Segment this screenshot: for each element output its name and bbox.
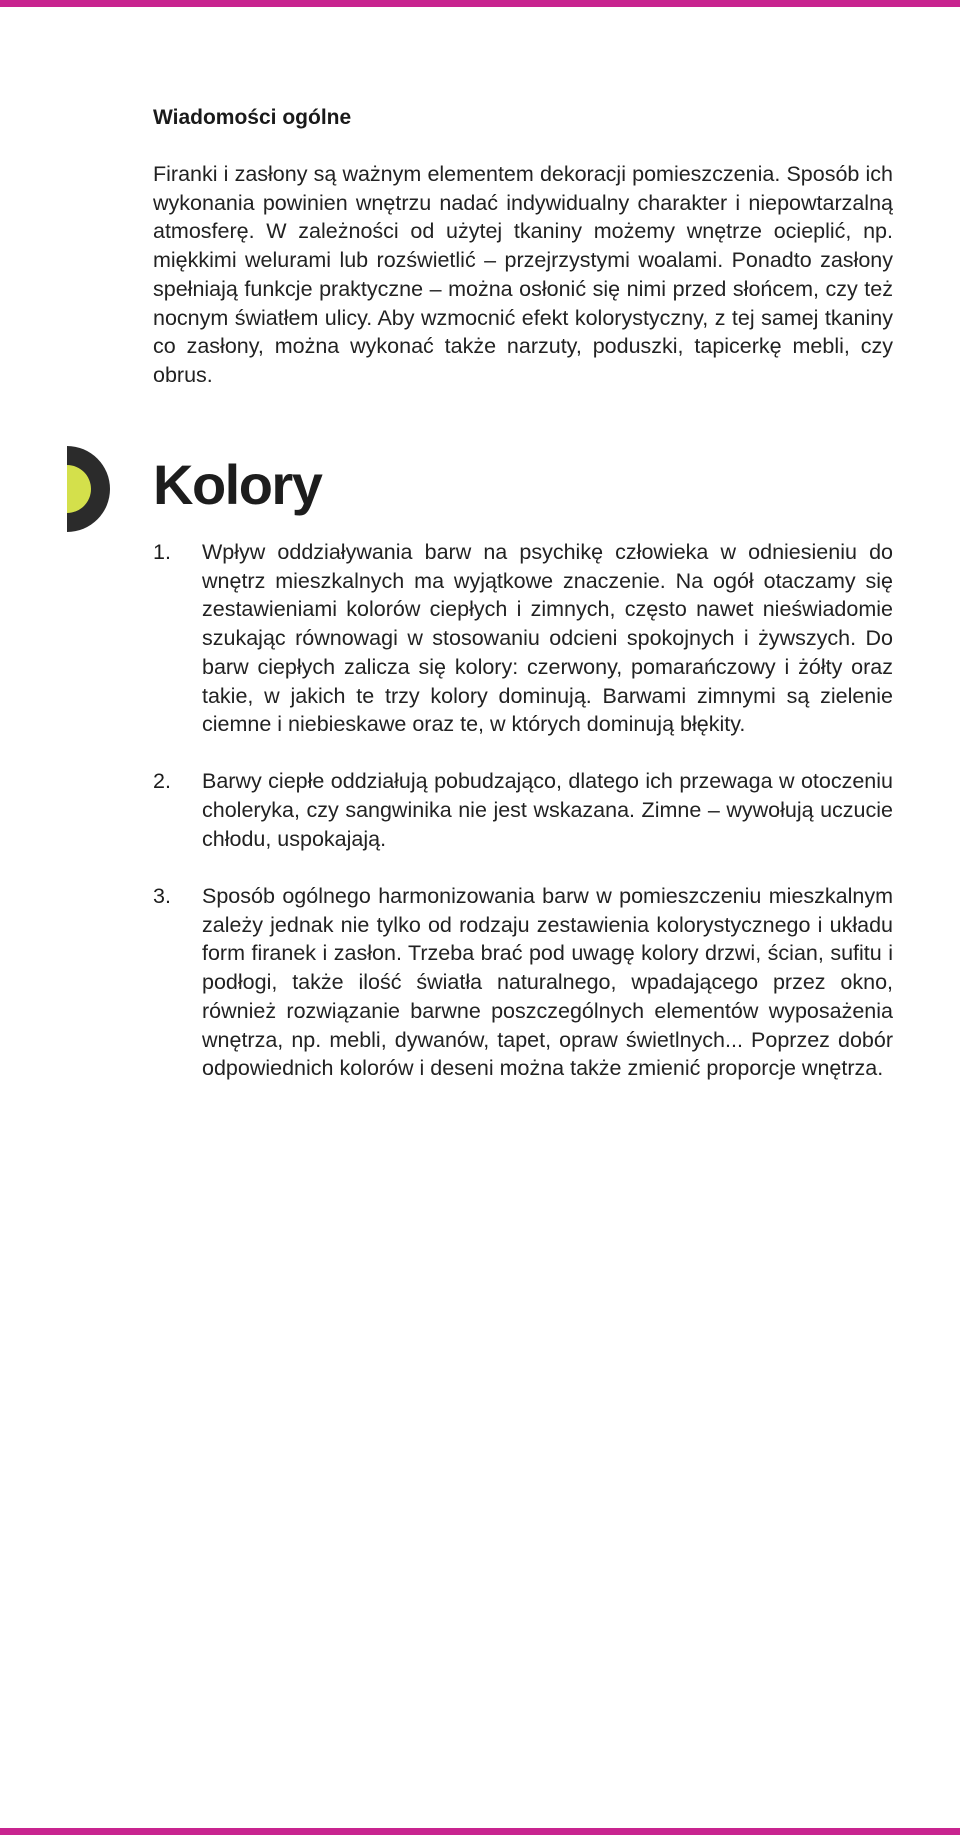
bottom-accent-band [0, 1828, 960, 1835]
list-item [153, 767, 893, 853]
list-item-text: Barwy ciepłe oddziałują pobudzająco, dlatego ich przewaga w otoczeniu choleryka, czy sangwinika nie jest wskazana. Zimne – wywołują uczucie chłodu, uspokajają. [202, 769, 893, 851]
colors-heading: Kolory [153, 453, 322, 516]
list-item-number: 2. [153, 769, 171, 794]
list-item-text: Wpływ oddziaływania barw na psychikę człowieka w odniesieniu do wnętrz mieszkalnych ma wyjątkowe znaczenie. Na ogół otaczamy się zestawieniami kolorów ciepłych i zimnych, często nawet nieświadomie szukając równowagi w stosowaniu odcieni spokojnych i żywszych. Do barw ciepłych zalicza się kolory: czerwony, pomarańczowy i żółty oraz takie, w jakich te trzy kolory dominują. Barwami zimnymi są zielenie ciemne i niebieskawe oraz te, w których dominują błękity. [202, 540, 893, 737]
general-info-paragraph: Firanki i zasłony są ważnym elementem dekoracji pomieszczenia. Sposób ich wykonania powinien wnętrzu nadać indywidualny charakter i niepowtarzalną atmosferę. W zależności od użytej tkaniny możemy wnętrze ocieplić, np. miękkimi welurami lub rozświetlić – przejrzystymi woalami. Ponadto zasłony spełniają funkcje praktyczne – można osłonić się nimi przed słońcem, czy też nocnym światłem ulicy. Aby wzmocnić efekt kolorystyczny, z tej samej tkaniny co zasłony, można wykonać także narzuty, poduszki, tapicerkę mebli, czy obrus. [153, 162, 893, 387]
list-item-number: 3. [153, 884, 171, 909]
list-item [153, 538, 893, 739]
list-item-number: 1. [153, 540, 171, 564]
colors-list [153, 538, 893, 1111]
list-item-text: Sposób ogólnego harmonizowania barw w pomieszczeniu mieszkalnym zależy jednak nie tylko od rodzaju zestawienia kolorystycznego i układu form firanek i zasłon. Trzeba brać pod uwagę kolory drzwi, ścian, sufitu i podłogi, także ilość światła naturalnego, wpadającego przez okno, również rozwiązanie barwne poszczególnych elementów wyposażenia wnętrza, np. mebli, dywanów, tapet, opraw świetlnych... Poprzez dobór odpowiednich kolorów i deseni można także zmienić proporcje wnętrza. [202, 884, 893, 1081]
top-accent-band [0, 0, 960, 7]
general-info-heading: Wiadomości ogólne [153, 106, 352, 129]
list-item [153, 882, 893, 1083]
half-circle-marker-icon [67, 446, 110, 532]
